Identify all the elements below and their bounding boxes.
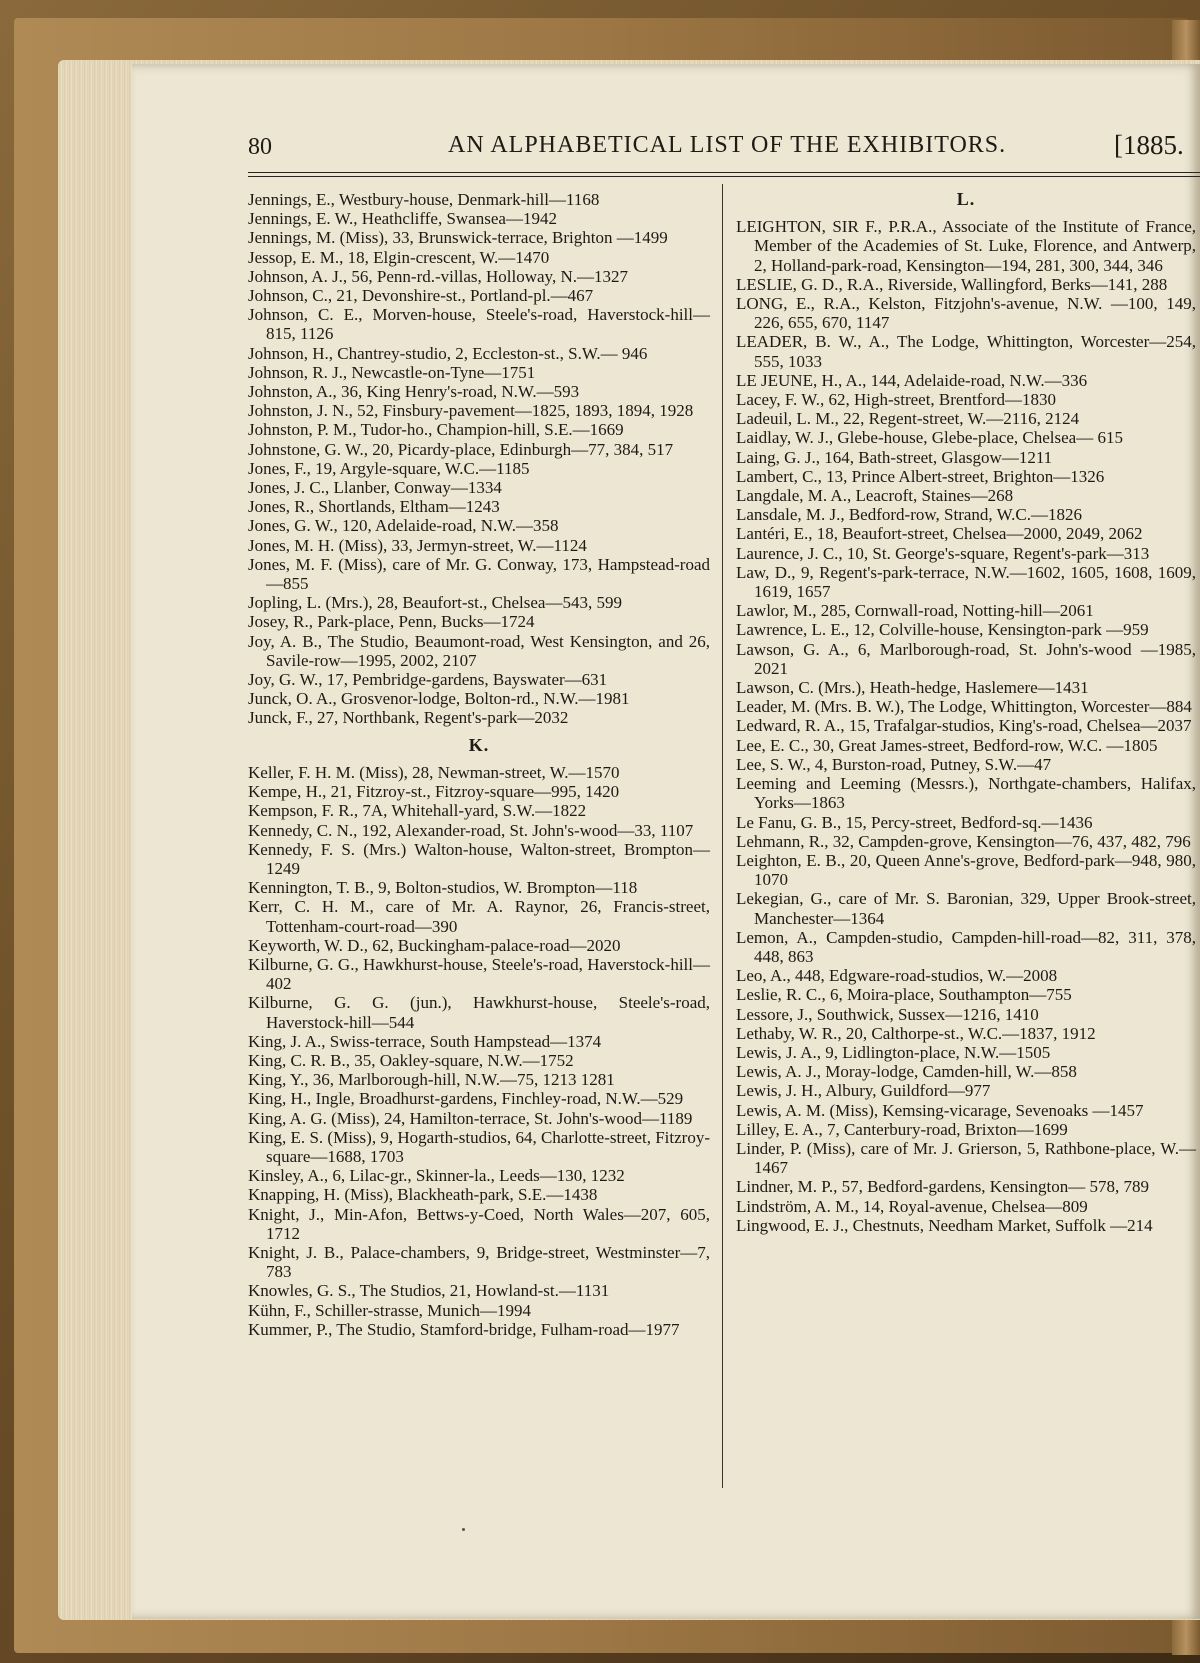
exhibitor-entry: Langdale, M. A., Leacroft, Staines—268 (736, 486, 1014, 506)
exhibitor-entry: Lansdale, M. J., Bedford-row, Strand, W.C.—1826 (736, 505, 1082, 525)
exhibitor-entry: Johnston, P. M., Tudor-ho., Champion-hill, S.E.—1669 (248, 420, 624, 440)
exhibitor-entry: Jennings, E. W., Heathcliffe, Swansea—1942 (248, 209, 557, 229)
exhibitor-entry: Jones, R., Shortlands, Eltham—1243 (248, 497, 500, 517)
exhibitor-entry: Leader, M. (Mrs. B. W.), The Lodge, Whittington, Worcester—884 (736, 697, 1192, 717)
exhibitor-entry: Johnston, J. N., 52, Finsbury-pavement—1825, 1893, 1894, 1928 (248, 401, 694, 421)
exhibitor-entry: Kennedy, C. N., 192, Alexander-road, St. John's-wood—33, 1107 (248, 820, 694, 840)
exhibitor-entry: Leslie, R. C., 6, Moira-place, Southampton—755 (736, 985, 1072, 1005)
exhibitor-entry: Leeming and Leeming (Messrs.), Northgate-chambers, Halifax, Yorks—1863 (736, 774, 1196, 813)
exhibitor-entry: Josey, R., Park-place, Penn, Bucks—1724 (248, 612, 535, 632)
exhibitor-entry: Johnson, R. J., Newcastle-on-Tyne—1751 (248, 362, 536, 382)
exhibitor-entry: Lawrence, L. E., 12, Colville-house, Kensington-park —959 (736, 620, 1149, 640)
exhibitor-entry: Lingwood, E. J., Chestnuts, Needham Market, Suffolk —214 (736, 1215, 1153, 1235)
exhibitor-entry: Leo, A., 448, Edgware-road-studios, W.—2008 (736, 966, 1058, 986)
header-rule (248, 176, 1200, 177)
exhibitor-list-l (736, 217, 1196, 1235)
exhibitor-entry: LONG, E., R.A., Kelston, Fitzjohn's-avenue, N.W. —100, 149, 226, 655, 670, 1147 (736, 294, 1196, 333)
exhibitor-entry: King, J. A., Swiss-terrace, South Hampstead—1374 (248, 1031, 602, 1051)
exhibitor-entry: Johnstone, G. W., 20, Picardy-place, Edinburgh—77, 384, 517 (248, 439, 674, 459)
exhibitor-entry: Lawson, C. (Mrs.), Heath-hedge, Haslemere—1431 (736, 678, 1089, 698)
exhibitor-entry: Lee, E. C., 30, Great James-street, Bedford-row, W.C. —1805 (736, 735, 1158, 755)
exhibitor-entry: Lantéri, E., 18, Beaufort-street, Chelsea—2000, 2049, 2062 (736, 524, 1143, 544)
exhibitor-entry: Johnson, A. J., 56, Penn-rd.-villas, Holloway, N.—1327 (248, 266, 628, 286)
exhibitor-entry: Kilburne, G. G. (jun.), Hawkhurst-house, Steele's-road, Haverstock-hill—544 (248, 993, 710, 1032)
running-title: AN ALPHABETICAL LIST OF THE EXHIBITORS. (448, 132, 1007, 158)
exhibitor-entry: Jones, M. H. (Miss), 33, Jermyn-street, W.—1124 (248, 535, 587, 555)
exhibitor-entry: Keller, F. H. M. (Miss), 28, Newman-street, W.—1570 (248, 762, 620, 782)
exhibitor-entry: Lacey, F. W., 62, High-street, Brentford—1830 (736, 390, 1057, 410)
page-header (248, 130, 1200, 168)
section-letter-l: L. (956, 189, 976, 209)
exhibitor-entry: Knapping, H. (Miss), Blackheath-park, S.E.—1438 (248, 1185, 598, 1205)
exhibitor-entry: Kummer, P., The Studio, Stamford-bridge, Fulham-road—1977 (248, 1319, 680, 1339)
exhibitor-entry: Kennington, T. B., 9, Bolton-studios, W. Brompton—118 (248, 878, 638, 898)
exhibitor-entry: Laidlay, W. J., Glebe-house, Glebe-place, Chelsea— 615 (736, 428, 1123, 448)
exhibitor-entry: Johnson, H., Chantrey-studio, 2, Eccleston-st., S.W.— 946 (248, 343, 648, 363)
exhibitor-entry: Johnson, C. E., Morven-house, Steele's-road, Haverstock-hill—815, 1126 (248, 305, 710, 344)
exhibitor-entry: Jennings, E., Westbury-house, Denmark-hill—1168 (248, 190, 600, 209)
exhibitor-entry: Knight, J., Min-Afon, Bettws-y-Coed, North Wales—207, 605, 1712 (248, 1204, 710, 1243)
exhibitor-entry: Lemon, A., Campden-studio, Campden-hill-road—82, 311, 378, 448, 863 (736, 927, 1196, 966)
exhibitor-entry: Lilley, E. A., 7, Canterbury-road, Brixton—1699 (736, 1119, 1068, 1139)
exhibitor-entry: Kempe, H., 21, Fitzroy-st., Fitzroy-square—995, 1420 (248, 782, 620, 802)
column-divider (722, 184, 723, 1488)
exhibitor-entry: Jones, F., 19, Argyle-square, W.C.—1185 (248, 458, 530, 478)
exhibitor-entry: Lambert, C., 13, Prince Albert-street, Brighton—1326 (736, 466, 1105, 486)
exhibitor-entry: King, H., Ingle, Broadhurst-gardens, Finchley-road, N.W.—529 (248, 1089, 684, 1109)
exhibitor-entry: Jones, J. C., Llanber, Conway—1334 (248, 478, 502, 498)
exhibitor-entry: Lewis, A. J., Moray-lodge, Camden-hill, W.—858 (736, 1062, 1077, 1082)
exhibitor-entry: Law, D., 9, Regent's-park-terrace, N.W.—1602, 1605, 1608, 1609, 1619, 1657 (736, 562, 1196, 602)
exhibitor-entry: Lindström, A. M., 14, Royal-avenue, Chelsea—809 (736, 1196, 1088, 1216)
exhibitor-entry: Lee, S. W., 4, Burston-road, Putney, S.W.—47 (736, 754, 1052, 774)
exhibitor-entry: Kempson, F. R., 7A, Whitehall-yard, S.W.—1822 (248, 801, 587, 821)
exhibitor-entry: LE JEUNE, H., A., 144, Adelaide-road, N.W.—336 (736, 370, 1088, 390)
exhibitor-entry: Lawson, G. A., 6, Marlborough-road, St. John's-wood —1985, 2021 (736, 639, 1196, 678)
exhibitor-entry: Kennedy, F. S. (Mrs.) Walton-house, Walton-street, Brompton—1249 (248, 839, 710, 878)
exhibitor-entry: Le Fanu, G. B., 15, Percy-street, Bedford-sq.—1436 (736, 812, 1093, 832)
exhibitor-entry: Kilburne, G. G., Hawkhurst-house, Steele's-road, Haverstock-hill—402 (248, 954, 710, 994)
exhibitor-entry: King, C. R. B., 35, Oakley-square, N.W.—1752 (248, 1050, 574, 1070)
exhibitor-entry: Junck, O. A., Grosvenor-lodge, Bolton-rd., N.W.—1981 (248, 689, 630, 709)
exhibitor-entry: Joy, A. B., The Studio, Beaumont-road, West Kensington, and 26, Savile-row—1995, 2002, 2107 (248, 631, 710, 670)
exhibitor-entry: Kerr, C. H. M., care of Mr. A. Raynor, 26, Francis-street, Tottenham-court-road—390 (248, 897, 710, 936)
exhibitor-entry: King, E. S. (Miss), 9, Hogarth-studios, 64, Charlotte-street, Fitzroy-square—1688, 1703 (248, 1127, 710, 1166)
exhibitor-entry: Laing, G. J., 164, Bath-street, Glasgow—1211 (736, 447, 1053, 467)
exhibitor-entry: Lehmann, R., 32, Campden-grove, Kensington—76, 437, 482, 796 (736, 831, 1191, 851)
exhibitor-entry: Leighton, E. B., 20, Queen Anne's-grove, Bedford-park—948, 980, 1070 (736, 850, 1196, 890)
section-letter-k: K. (468, 734, 490, 755)
exhibitor-entry: King, Y., 36, Marlborough-hill, N.W.—75, 1213 1281 (248, 1070, 615, 1090)
print-speck (462, 1528, 465, 1531)
exhibitor-entry: Linder, P. (Miss), care of Mr. J. Grierson, 5, Rathbone-place, W.—1467 (736, 1138, 1196, 1178)
exhibitor-entry: Lethaby, W. R., 20, Calthorpe-st., W.C.—1837, 1912 (736, 1023, 1096, 1043)
exhibitor-entry: Knowles, G. S., The Studios, 21, Howland-st.—1131 (248, 1281, 610, 1301)
exhibitor-list-k (248, 763, 710, 1339)
left-column (248, 190, 710, 1339)
exhibitor-entry: Knight, J. B., Palace-chambers, 9, Bridge-street, Westminster—7, 783 (248, 1242, 710, 1282)
exhibitor-entry: Keyworth, W. D., 62, Buckingham-palace-road—2020 (248, 935, 621, 955)
exhibitor-entry: Laurence, J. C., 10, St. George's-square, Regent's-park—313 (736, 543, 1150, 563)
page-number: 80 (248, 134, 272, 160)
exhibitor-entry: LESLIE, G. D., R.A., Riverside, Wallingford, Berks—141, 288 (736, 274, 1168, 294)
exhibitor-entry: Junck, F., 27, Northbank, Regent's-park—2032 (248, 708, 569, 728)
exhibitor-entry: Lekegian, G., care of Mr. S. Baronian, 329, Upper Brook-street, Manchester—1364 (736, 889, 1196, 928)
exhibitor-entry: Lawlor, M., 285, Cornwall-road, Notting-hill—2061 (736, 601, 1094, 621)
exhibitor-entry: Jennings, M. (Miss), 33, Brunswick-terrace, Brighton —1499 (248, 228, 668, 248)
exhibitor-entry: LEADER, B. W., A., The Lodge, Whittington, Worcester—254, 555, 1033 (736, 332, 1196, 371)
exhibitor-entry: Ladeuil, L. M., 22, Regent-street, W.—2116, 2124 (736, 409, 1080, 429)
exhibitor-entry: Lewis, A. M. (Miss), Kemsing-vicarage, Sevenoaks —1457 (736, 1100, 1144, 1120)
exhibitor-entry: Jones, M. F. (Miss), care of Mr. G. Conway, 173, Hampstead-road—855 (248, 554, 710, 594)
exhibitor-entry: Kühn, F., Schiller-strasse, Munich—1994 (248, 1300, 532, 1320)
exhibitor-entry: Jessop, E. M., 18, Elgin-crescent, W.—1470 (248, 247, 550, 267)
exhibitor-entry: Lewis, J. H., Albury, Guildford—977 (736, 1081, 991, 1101)
exhibitor-entry: Johnston, A., 36, King Henry's-road, N.W.—593 (248, 382, 580, 402)
exhibitor-entry: Joy, G. W., 17, Pembridge-gardens, Bayswater—631 (248, 670, 608, 690)
exhibitor-entry: Jones, G. W., 120, Adelaide-road, N.W.—358 (248, 516, 559, 536)
year-label: [1885. (1114, 130, 1184, 160)
exhibitor-entry: Lessore, J., Southwick, Sussex—1216, 1410 (736, 1004, 1039, 1024)
exhibitor-list-j (248, 190, 710, 728)
exhibitor-entry: Lindner, M. P., 57, Bedford-gardens, Kensington— 578, 789 (736, 1177, 1149, 1197)
exhibitor-entry: Lewis, J. A., 9, Lidlington-place, N.W.—1505 (736, 1042, 1051, 1062)
header-rule (248, 172, 1200, 173)
exhibitor-entry: Jopling, L. (Mrs.), 28, Beaufort-st., Chelsea—543, 599 (248, 593, 622, 613)
right-column (736, 190, 1196, 1235)
exhibitor-entry: Ledward, R. A., 15, Trafalgar-studios, King's-road, Chelsea—2037 (736, 716, 1192, 736)
exhibitor-entry: Johnson, C., 21, Devonshire-st., Portland-pl.—467 (248, 286, 594, 306)
exhibitor-entry: LEIGHTON, SIR F., P.R.A., Associate of the Institute of France, Member of the Academies of St. Luke, Florence, and Antwerp, 2, Holland-park-road, Kensington—194, 281, 300, 344, 346 (736, 217, 1196, 275)
exhibitor-entry: Kinsley, A., 6, Lilac-gr., Skinner-la., Leeds—130, 1232 (248, 1166, 625, 1186)
exhibitor-entry: King, A. G. (Miss), 24, Hamilton-terrace, St. John's-wood—1189 (248, 1108, 693, 1128)
